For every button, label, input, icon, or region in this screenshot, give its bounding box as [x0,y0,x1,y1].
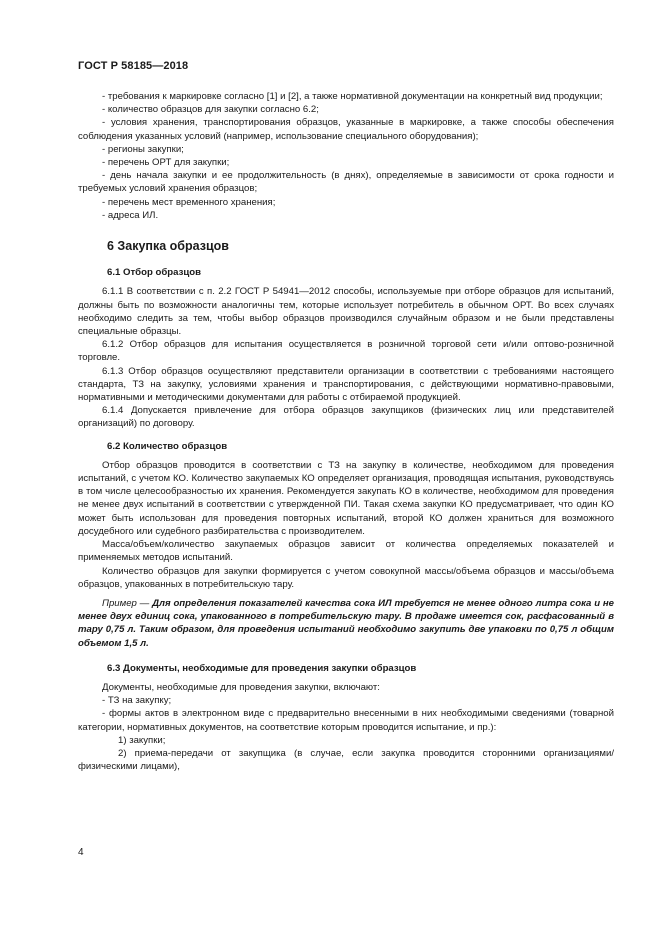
list-item: - ТЗ на закупку; [102,695,172,707]
sub-list-item: 1) закупки; [118,734,166,746]
paragraph: 6.1.1 В соответствии с п. 2.2 ГОСТ Р 54941—2012 способы, используемые при отборе образцов для испытаний, должны быть по возможности аналогичны тем, которые использует потребитель в обычном ОРТ. Во всех случаях необходимо следить за тем, чтобы выбор образцов производился случайным образом и не были представлены специальные образцы. [78,286,614,338]
list-item: - формы актов в электронном виде с предварительно внесенными в них необходимыми сведениями (товарной категории, нормативных документов, на соответствие которым проводится испытание, и пр.): [78,708,614,733]
list-item: - перечень ОРТ для закупки; [102,157,230,169]
list-item: - перечень мест временного хранения; [102,196,276,208]
sub-list-item: 2) приема-передачи от закупщика (в случае, если закупка проводится сторонними организациями/физическими лицами), [78,747,614,773]
subsection-heading: 6.1 Отбор образцов [107,267,201,279]
page-number: 4 [78,847,84,858]
paragraph: Количество образцов для закупки формируется с учетом совокупной массы/объема образцов и массы/объема образцов, упакованных в потребительскую тару. [78,565,614,590]
paragraph: Отбор образцов проводится в соответствии с ТЗ на закупку в количестве, необходимом для проведения испытаний, с учетом КО. Количество закупаемых КО определяет организация, проводящая испытания, руководствуясь в том числе целесообразностью их хранения. Рекомендуется закупать КО в количестве, необходимом для проведения не менее двух испытаний в соответствии с утвержденной ПИ. Такая схема закупки КО предусматривает, что один КО может быть использован для проведения повторных испытаний, второй КО должен храниться для возможного досудебного или судебного разбирательства с производителем. [78,459,614,537]
example-text: Для определения показателей качества сока ИЛ требуется не менее одного литра сока и не менее двух единиц сока, упакованного в потребительскую тару. В продаже имеется сок, расфасованный в тару 0,75 л. Таким образом, для проведения испытаний необходимо закупить две упаковки по 0,75 л общим объемом 1,5 л. [78,597,615,649]
list-item: - требования к маркировке согласно [1] и [2], а также нормативной документации на конкретный вид продукции; [102,91,603,102]
list-item: - количество образцов для закупки согласно 6.2; [102,104,319,116]
example-lead: Пример — [102,597,153,609]
paragraph: 6.1.3 Отбор образцов осуществляют представители организации в соответствии с требованиями настоящего стандарта, ТЗ на закупку, условиями хранения и транспортирования, с действующими нормативно-правовыми, нормативными и методическими документами для работы с отбираемой продукцией. [78,365,614,404]
paragraph: Документы, необходимые для проведения закупки, включают: [102,681,380,693]
document-body [78,90,614,773]
section-heading: 6 Закупка образцов [107,239,229,254]
paragraph: 6.1.4 Допускается привлечение для отбора образцов закупщиков (физических лиц или представителей организаций) по договору. [78,405,614,430]
list-item: - день начала закупки и ее продолжительность (в днях), определяемые в зависимости от срока годности и требуемых условий хранения образцов; [78,170,614,195]
example-note [78,597,614,650]
list-item: - адреса ИЛ. [102,209,159,221]
list-item: - условия хранения, транспортирования образцов, указанные в маркировке, а также способы обеспечения соблюдения указанных условий (например, использование специального оборудования); [78,117,614,142]
subsection-heading: 6.2 Количество образцов [107,440,228,452]
paragraph: 6.1.2 Отбор образцов для испытания осуществляется в розничной торговой сети и/или оптово-розничной торговле. [78,339,614,364]
subsection-heading: 6.3 Документы, необходимые для проведения закупки образцов [107,662,417,674]
document-header: ГОСТ Р 58185—2018 [78,60,189,72]
list-item: - регионы закупки; [102,143,184,155]
paragraph: Масса/объем/количество закупаемых образцов зависит от количества определяемых показателей и применяемых методов испытаний. [78,539,614,564]
